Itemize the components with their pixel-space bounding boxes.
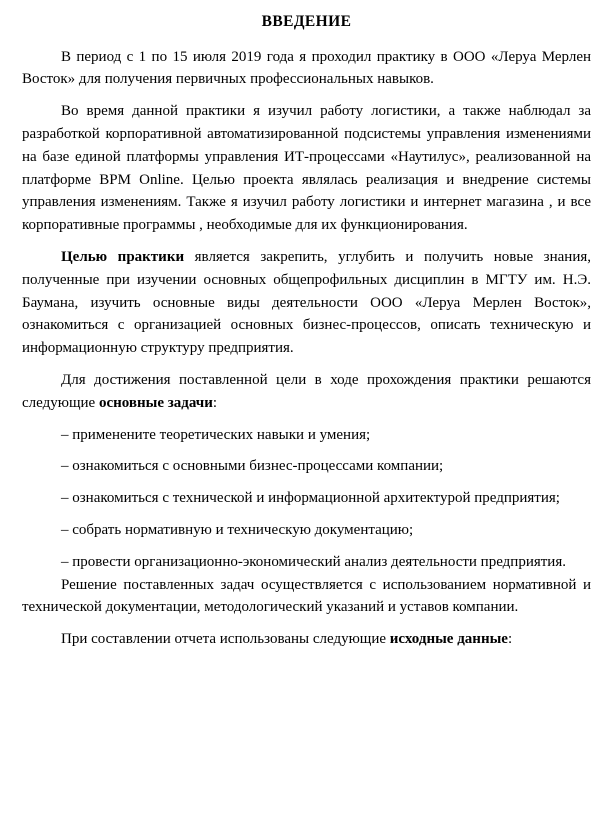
paragraph-text: Для достижения поставленной цели в ходе прохождения практики решаются следующие [22,371,591,411]
page-title: ВВЕДЕНИЕ [261,13,352,30]
paragraph-text: При составлении отчета использованы следующие [61,631,390,648]
paragraph-source-data-lead-in [22,628,591,651]
paragraph-intro-period [22,46,591,92]
list-item: – ознакомиться с технической и информационной архитектурой предприятия; [61,490,560,507]
list-item: – применените теоретических навыки и умения; [61,426,371,443]
paragraph-practice-description [22,100,591,237]
paragraph-text: Во время данной практики я изучил работу логистики, а также наблюдал за разработкой корпоративной автоматизированной подсистемы управления изменениями на базе единой платформы управления ИТ-процессами «Наутилус», реализованной на платформе BPM Online. Целью проекта являлась реализация и внедрение системы управления изменениям. Также я изучил работу логистики и интернет магазина , и все корпоративные программы , необходимые для их функционирования. [22,103,591,234]
emphasis-source-data: исходные данные [389,631,508,648]
list-item: – собрать нормативную и техническую документацию; [61,521,414,538]
paragraph-tasks-lead-in [22,369,591,415]
paragraph-practice-goal [22,246,591,360]
paragraph-text: Решение поставленных задач осуществляется с использованием нормативной и технической документации, методологический указаний и уставов компании. [22,576,591,616]
emphasis-main-tasks: основные задачи [98,394,213,411]
paragraph-text: В период с 1 по 15 июля 2019 года я проходил практику в ООО «Леруа Мерлен Восток» для получения первичных профессиональных навыков. [22,48,591,88]
paragraph-text-tail: : [507,631,513,648]
paragraph-solution [22,574,591,620]
list-item: – провести организационно-экономический анализ деятельности предприятия. [61,553,566,570]
intro-body [22,46,591,651]
paragraph-text: является закрепить, углубить и получить новые знания, полученные при изучении основных общепрофильных дисциплин в МГТУ им. Н.Э. Баумана, изучить основные виды деятельности ООО «Леруа Мерлен Восток», ознакомиться с организацией основных бизнес-процессов, описать техническую и информационную структуру предприятия. [22,248,591,357]
emphasis-goal-label: Целью практики [61,248,185,265]
list-item: – ознакомиться с основными бизнес-процессами компании; [61,458,444,475]
paragraph-text-tail: : [212,394,218,411]
task-list [22,424,591,574]
